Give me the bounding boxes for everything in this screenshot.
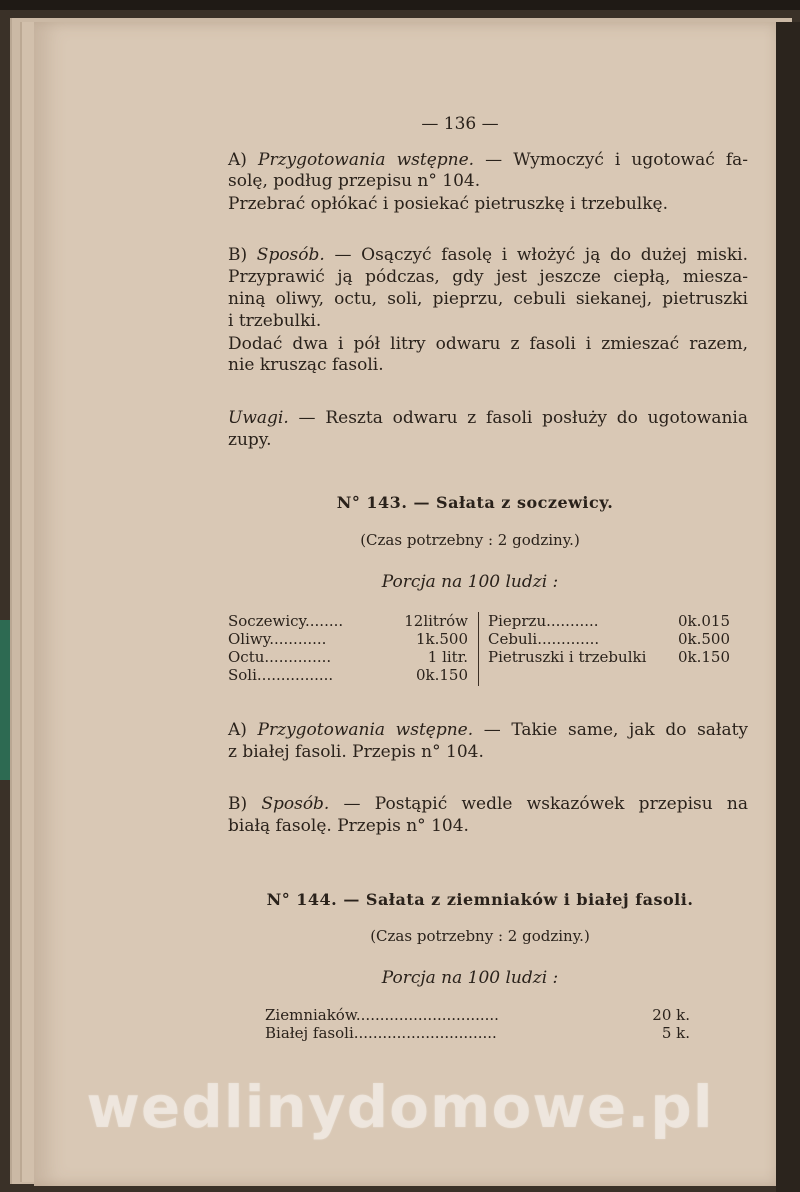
- recipe-143-a-line-1: [228, 720, 748, 740]
- recipe-142-a-line-2: solę, podług przepisu n° 104.: [228, 171, 481, 191]
- recipe-144-portion: Porcja na 100 ludzi :: [381, 968, 559, 988]
- recipe-142-b-line-4: i trzebulki.: [228, 311, 322, 331]
- paragraph-text: — Wymoczyć i ugotować fa-: [485, 150, 749, 170]
- ingredient-name: Białej fasoli..............................: [265, 1024, 497, 1042]
- recipe-142-b-line-1: [228, 245, 748, 265]
- recipe-144-time: (Czas potrzebny : 2 godziny.): [370, 927, 590, 945]
- recipe-142-notes-line-1: [228, 408, 748, 428]
- recipe-142-notes-line-2: zupy.: [228, 430, 272, 450]
- ingredient-name: Pieprzu...........: [488, 612, 599, 630]
- paragraph-text: — Osączyć fasolę i włożyć ją do dużej miski.: [334, 245, 748, 265]
- ingredient-qty: 5 k.: [661, 1024, 690, 1042]
- recipe-142-a-line-3: Przebrać opłókać i posiekać pietruszkę i trzebulkę.: [228, 194, 668, 214]
- recipe-142-a-line-1: [228, 150, 748, 170]
- watermark: wedlinydomowe.pl: [86, 1073, 714, 1141]
- page-number: — 136 —: [421, 114, 499, 134]
- ingredient-row: [488, 612, 599, 630]
- recipe-144-title: N° 144. — Sałata z ziemniaków i białej fasoli.: [266, 890, 694, 909]
- ingredient-qty: 20 k.: [652, 1006, 690, 1024]
- ingredient-qty: 0k.150: [677, 648, 730, 666]
- ingredient-name: Octu..............: [228, 648, 332, 666]
- paragraph-text: — Takie same, jak do sałaty: [483, 720, 749, 740]
- section-heading: Przygotowania wstępne.: [258, 150, 475, 170]
- ingredient-name: Ziemniaków..............................: [265, 1006, 499, 1024]
- ingredient-row: [265, 1024, 497, 1042]
- notes-heading: Uwagi.: [228, 408, 289, 428]
- ingredient-row: [488, 648, 646, 666]
- recipe-143-time: (Czas potrzebny : 2 godziny.): [360, 531, 580, 549]
- section-label: A): [228, 150, 247, 170]
- ingredient-qty: 0k.500: [677, 630, 730, 648]
- notes-text: — Reszta odwaru z fasoli posłuży do ugotowania: [298, 408, 749, 428]
- recipe-143-a-line-2: z białej fasoli. Przepis n° 104.: [228, 742, 484, 762]
- ingredient-row: [488, 630, 599, 648]
- recipe-143-title: N° 143. — Sałata z soczewicy.: [336, 493, 614, 512]
- column-divider: [478, 612, 479, 686]
- ingredient-name: Cebuli.............: [488, 630, 600, 648]
- recipe-142-b-line-2: Przyprawić ją pódczas, gdy jest jeszcze ciepłą, miesza-: [228, 267, 748, 287]
- ingredient-row: [228, 648, 331, 666]
- ingredient-qty: 1 litr.: [427, 648, 468, 666]
- recipe-143-b-line-2: białą fasolę. Przepis n° 104.: [228, 816, 469, 836]
- section-heading: Sposób.: [256, 245, 325, 265]
- recipe-143-portion: Porcja na 100 ludzi :: [381, 572, 559, 592]
- ingredient-row: [228, 612, 343, 630]
- ingredient-row: [228, 630, 326, 648]
- ingredient-name: Pietruszki i trzebulki: [488, 648, 647, 666]
- ingredient-name: Soli................: [228, 666, 334, 684]
- recipe-142-b-line-3: niną oliwy, octu, soli, pieprzu, cebuli siekanej, pietruszki: [228, 289, 748, 309]
- ingredient-name: Soczewicy........: [228, 612, 344, 630]
- section-label: B): [228, 245, 248, 265]
- section-label: A): [228, 720, 247, 740]
- paragraph-text: — Postąpić wedle wskazówek przepisu na: [343, 794, 748, 814]
- section-heading: Przygotowania wstępne.: [257, 720, 474, 740]
- section-heading: Sposób.: [261, 794, 330, 814]
- ingredient-qty: 0k.150: [415, 666, 468, 684]
- recipe-143-b-line-1: [228, 794, 748, 814]
- book-gutter: [776, 22, 800, 1192]
- ingredient-qty: 0k.015: [677, 612, 730, 630]
- ingredient-row: [265, 1006, 499, 1024]
- section-label: B): [228, 794, 248, 814]
- ingredient-row: [228, 666, 333, 684]
- recipe-142-b-line-6: nie krusząc fasoli.: [228, 355, 384, 375]
- ingredient-qty: 1k.500: [415, 630, 468, 648]
- recipe-142-b-line-5: Dodać dwa i pół litry odwaru z fasoli i zmieszać razem,: [228, 334, 748, 354]
- ingredient-qty: 12litrów: [404, 612, 468, 630]
- ingredient-name: Oliwy............: [228, 630, 327, 648]
